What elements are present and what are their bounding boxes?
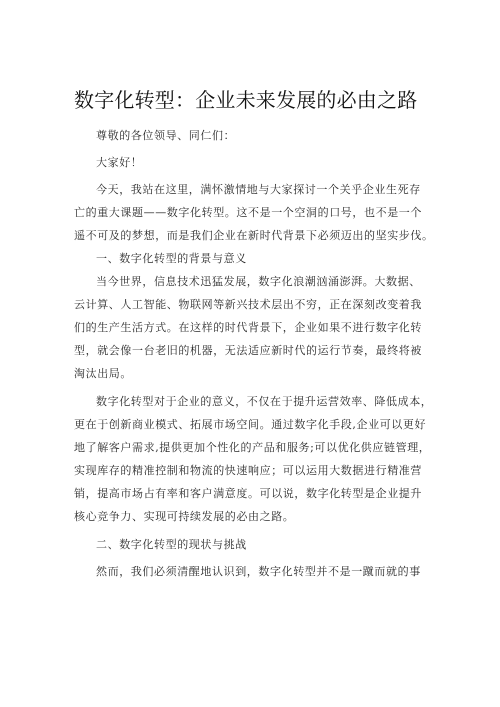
document-title: 数字化转型：企业未来发展的必由之路 [74,88,418,112]
section-heading: 二、数字化转型的现状与挑战 [96,538,247,551]
paragraph-line: 数字化转型对于企业的意义，不仅在于提升运营效率、降低成本， [96,395,433,408]
paragraph-line: 实现库存的精准控制和物流的快速响应；可以运用大数据进行精准营 [74,464,422,477]
paragraph-line: 今天，我站在这里，满怀激情地与大家探讨一个关乎企业生死存 [96,183,421,196]
greeting: 大家好！ [96,156,143,169]
paragraph-line: 云计算、人工智能、物联网等新兴技术层出不穷，正在深刻改变着我 [74,298,422,311]
paragraph-line: 亡的重大课题——数字化转型。这不是一个空洞的口号，也不是一个 [74,206,422,219]
paragraph-line: 销，提高市场占有率和客户满意度。可以说，数字化转型是企业提升 [74,487,422,500]
paragraph-line: 遥不可及的梦想，而是我们企业在新时代背景下必须迈出的坚实步伐。 [74,229,434,242]
paragraph-line: 核心竞争力、实现可持续发展的必由之路。 [74,510,295,523]
salutation: 尊敬的各位领导、同仁们： [96,129,236,142]
document-body [74,124,434,583]
paragraph-line: 们的生产生活方式。在这样的时代背景下，企业如果不进行数字化转 [74,321,422,334]
paragraph-line: 淘汰出局。 [74,367,132,380]
paragraph-line: 地了解客户需求,提供更加个性化的产品和服务;可以优化供应链管理， [74,441,431,454]
paragraph-line: 然而，我们必须清醒地认识到，数字化转型并不是一蹴而就的事 [96,565,421,578]
paragraph-line: 型，就会像一台老旧的机器，无法适应新时代的运行节奏，最终将被 [74,344,422,357]
paragraph-line: 更在于创新商业模式、拓展市场空间。通过数字化手段,企业可以更好 [74,418,427,431]
paragraph-line: 当今世界，信息技术迅猛发展，数字化浪潮汹涌澎湃。大数据、 [96,275,421,288]
section-heading: 一、数字化转型的背景与意义 [96,252,247,265]
